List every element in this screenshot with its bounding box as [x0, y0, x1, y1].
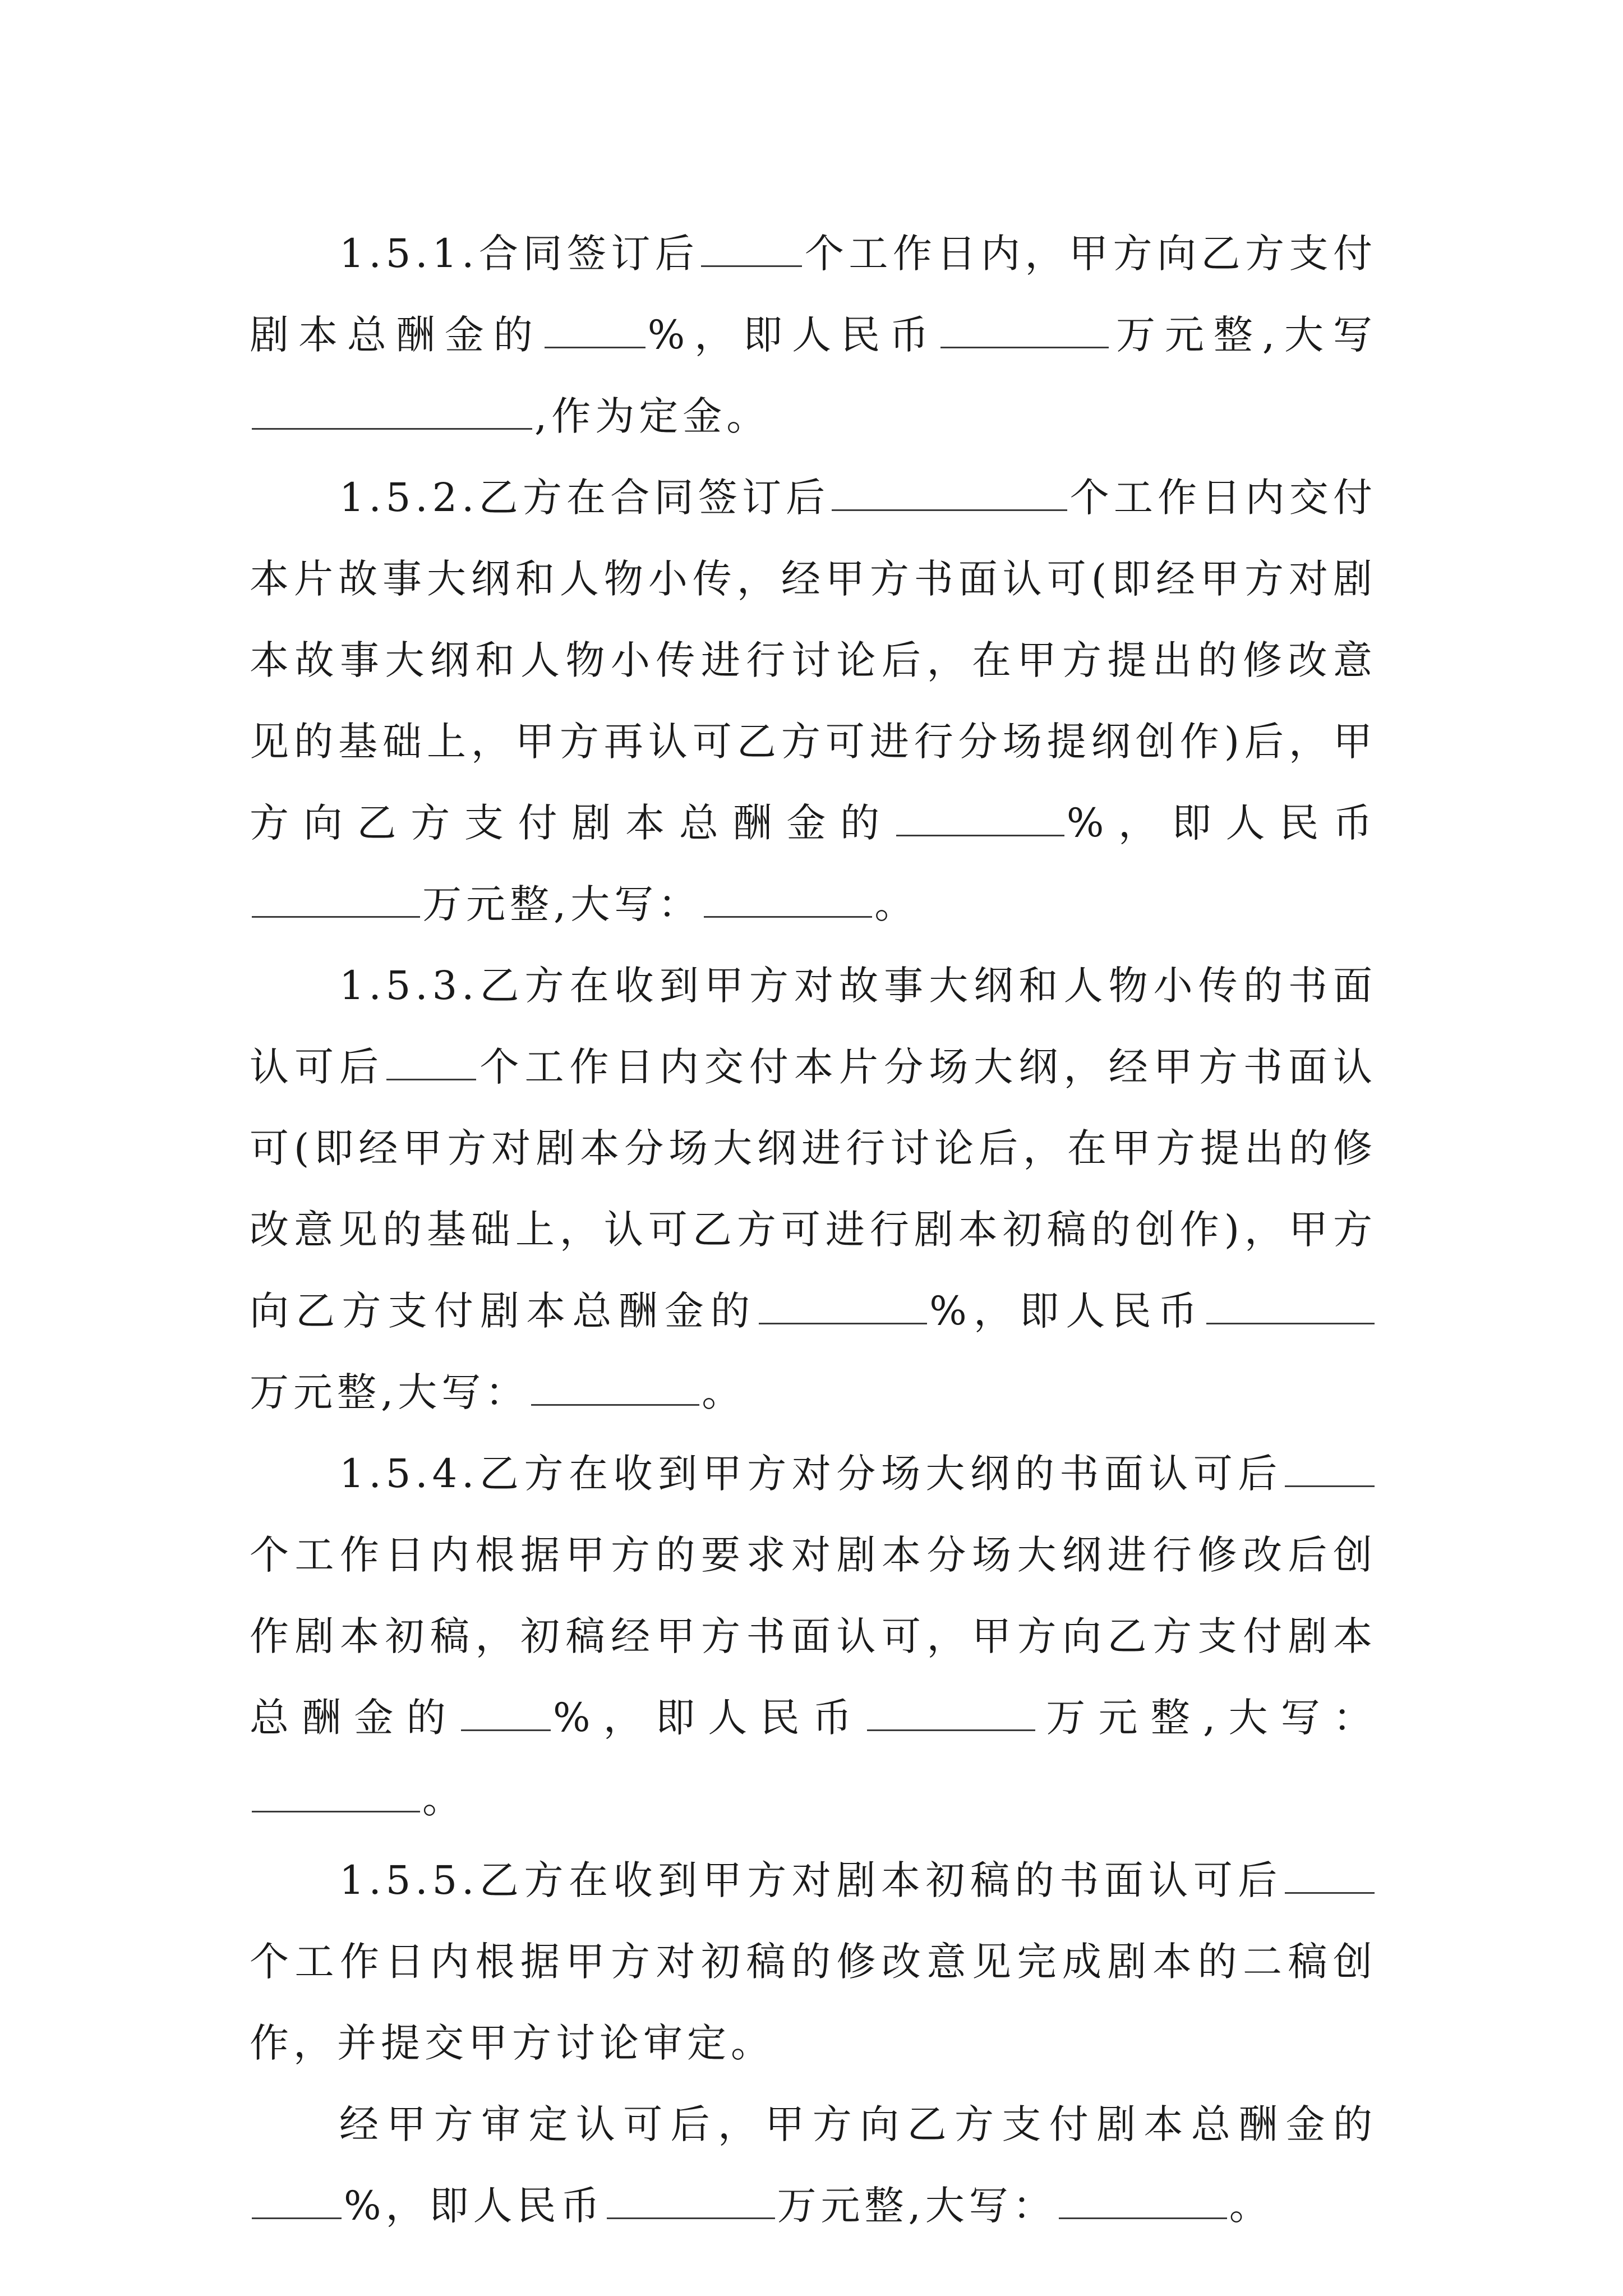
blank-field-amount[interactable]	[607, 2182, 775, 2219]
blank-field-amount[interactable]	[940, 311, 1109, 348]
clause-text: %，即人民币	[1066, 800, 1377, 846]
clause-1-5-2	[250, 457, 1377, 945]
blank-field-amount-in-words[interactable]	[531, 1368, 699, 1406]
blank-field-workdays[interactable]	[1285, 1450, 1375, 1487]
clause-text: 。	[874, 881, 919, 927]
blank-field-amount[interactable]	[1206, 1287, 1375, 1324]
clause-text: 经甲方审定认可后，甲方向乙方支付剧本总酬金的	[339, 2101, 1377, 2147]
blank-field-amount[interactable]	[867, 1694, 1035, 1731]
blank-field-amount-in-words[interactable]	[252, 392, 532, 430]
clause-text: %，即人民币	[553, 1695, 865, 1741]
blank-field-workdays[interactable]	[386, 1043, 476, 1080]
clause-text: 1.5.4.乙方在收到甲方对分场大纲的书面认可后	[339, 1451, 1283, 1497]
clause-text: ,作为定金。	[534, 393, 771, 439]
clause-text: 个工作日内，甲方向乙方支付剧本总酬金的	[250, 231, 1377, 358]
blank-field-percent[interactable]	[252, 2182, 342, 2219]
blank-field-percent[interactable]	[545, 311, 645, 348]
clause-text: 。	[702, 1369, 746, 1415]
clause-text: 万元整,大写	[1111, 312, 1377, 358]
clause-text: 1.5.2.乙方在合同签订后	[339, 475, 830, 521]
clause-text: 个工作日内交付本片分场大纲，经甲方书面认可(即经甲方对剧本分场大纲进行讨论后，在甲方提出的修改意见的基础上，认可乙方可进行剧本初稿的创作)，甲方向乙方支付剧本总酬金的	[250, 1044, 1377, 1334]
clause-1-5-4	[250, 1433, 1377, 1840]
clause-1-5-5	[250, 1840, 1377, 2084]
clause-text: 个工作日内交付本片故事大纲和人物小传，经甲方书面认可(即经甲方对剧本故事大纲和人物小传进行讨论后，在甲方提出的修改意见的基础上，甲方再认可乙方可进行分场提纲创作)后，甲方向乙方支付剧本总酬金的	[250, 475, 1377, 846]
clause-text: 。	[422, 1776, 466, 1822]
clause-text: %，即人民币	[344, 2183, 605, 2229]
blank-field-percent[interactable]	[461, 1694, 551, 1731]
clause-text: 1.5.3.乙方在收到甲方对故事大纲和人物小传的书面认可后	[250, 963, 1377, 1090]
blank-field-percent[interactable]	[759, 1287, 927, 1324]
clause-1-5-3	[250, 945, 1377, 1433]
clause-text: %，即人民币	[647, 312, 939, 358]
clause-text: 万元整,大写：	[1038, 1695, 1377, 1741]
clause-text: 。	[1229, 2183, 1273, 2229]
blank-field-amount-in-words[interactable]	[1059, 2182, 1227, 2219]
document-body	[250, 213, 1377, 2247]
clause-text: 万元整,大写：	[777, 2183, 1057, 2229]
blank-field-amount[interactable]	[252, 880, 420, 918]
blank-field-percent[interactable]	[896, 799, 1064, 836]
clause-approval-payment	[250, 2084, 1377, 2247]
clause-text: 1.5.1.合同签订后	[339, 231, 699, 277]
blank-field-workdays[interactable]	[832, 473, 1067, 511]
clause-text: 万元整,大写：	[422, 881, 702, 927]
clause-text: 个工作日内根据甲方对初稿的修改意见完成剧本的二稿创作，并提交甲方讨论审定。	[250, 1939, 1377, 2066]
blank-field-amount-in-words[interactable]	[704, 880, 872, 918]
clause-text: %，即人民币	[929, 1288, 1205, 1334]
blank-field-workdays[interactable]	[701, 229, 802, 267]
clause-text: 1.5.5.乙方在收到甲方对剧本初稿的书面认可后	[339, 1857, 1283, 1903]
clause-1-5-1	[250, 213, 1377, 457]
clause-text: 个工作日内根据甲方的要求对剧本分场大纲进行修改后创作剧本初稿，初稿经甲方书面认可，甲方向乙方支付剧本总酬金的	[250, 1532, 1377, 1741]
clause-text: 万元整,大写：	[250, 1369, 529, 1415]
blank-field-amount-in-words[interactable]	[252, 1775, 420, 1812]
blank-field-workdays[interactable]	[1285, 1856, 1375, 1894]
